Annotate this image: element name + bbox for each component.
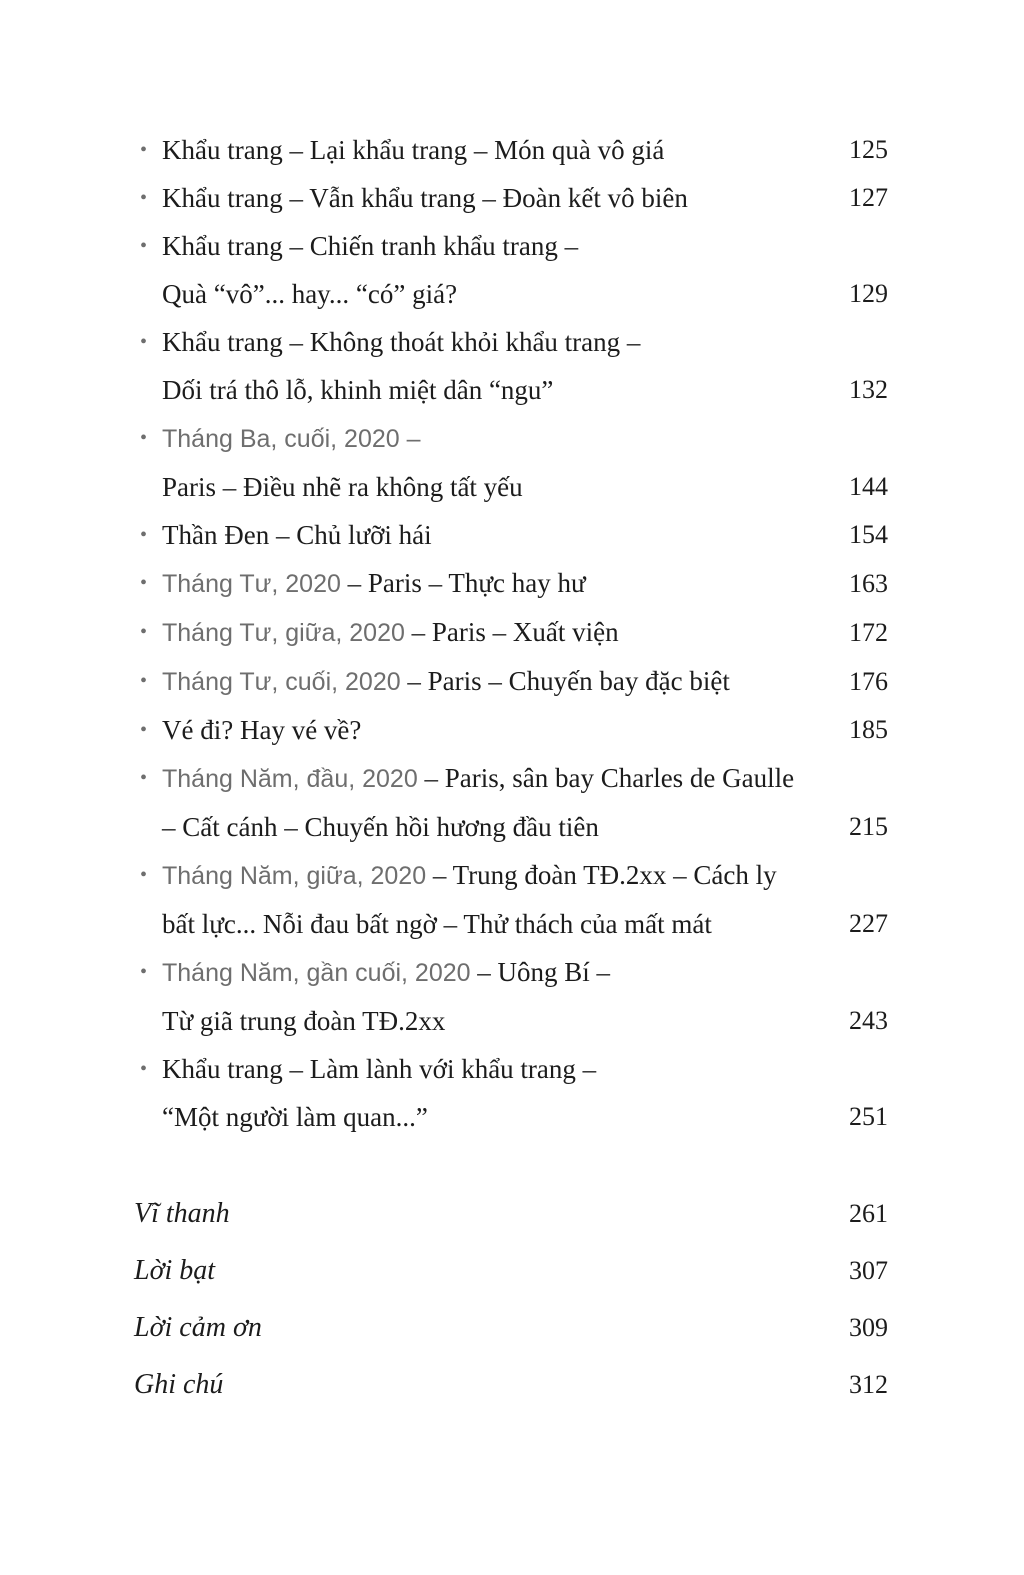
bullet-icon: • — [140, 961, 148, 983]
page-number: 312 — [849, 1370, 888, 1399]
page-number: 172 — [849, 618, 888, 647]
page-number: 309 — [849, 1313, 888, 1342]
entry-title — [162, 851, 835, 948]
entry-title — [162, 126, 835, 174]
entry-date-segment: Tháng Tư, giữa, 2020 — [162, 619, 405, 647]
bullet-icon: • — [140, 427, 148, 449]
entry-title — [162, 948, 835, 1045]
entry-title-line — [162, 174, 835, 222]
entry-title-line — [162, 803, 835, 851]
entry-title — [162, 318, 835, 414]
entry-text-segment: Khẩu trang – Lại khẩu trang – Món quà vô giá — [162, 135, 665, 165]
entry-title — [162, 706, 835, 754]
entry-text-segment: Vé đi? Hay vé về? — [162, 715, 362, 745]
bullet-icon: • — [140, 621, 148, 643]
bullet-icon: • — [140, 670, 148, 692]
entry-title-line — [162, 997, 835, 1045]
entry-text-segment: Thần Đen – Chủ lưỡi hái — [162, 520, 432, 550]
page-number: 243 — [849, 1006, 888, 1035]
page-number: 185 — [849, 715, 888, 744]
toc-entry — [140, 511, 888, 559]
entry-title-line — [162, 318, 835, 366]
page-number: 261 — [849, 1199, 888, 1228]
entry-text-segment: – Paris – Chuyến bay đặc biệt — [400, 666, 730, 696]
entry-title — [162, 608, 835, 657]
entry-text-segment: Từ giã trung đoàn TĐ.2xx — [162, 1006, 446, 1036]
toc-entry — [140, 851, 888, 948]
bullet-icon: • — [140, 572, 148, 594]
toc-entry — [140, 754, 888, 851]
toc — [134, 126, 888, 1413]
entry-title — [162, 657, 835, 706]
entry-date-segment: Tháng Năm, gần cuối, 2020 — [162, 959, 471, 987]
entry-date-segment: Tháng Tư, cuối, 2020 — [162, 668, 401, 696]
back-matter-label: Lời cảm ơn — [134, 1312, 262, 1343]
toc-entry — [140, 559, 888, 608]
entry-date-segment: Tháng Tư, 2020 — [162, 570, 341, 598]
toc-entry — [140, 222, 888, 318]
entry-title-line — [162, 1093, 835, 1141]
toc-entry — [140, 174, 888, 222]
entry-date-segment: Tháng Năm, giữa, 2020 — [162, 862, 427, 890]
entry-title — [162, 414, 835, 511]
toc-entry — [140, 414, 888, 511]
back-matter-label: Lời bạt — [134, 1255, 216, 1286]
entry-title-line — [162, 463, 835, 511]
back-matter-entry — [134, 1242, 888, 1299]
entry-title-line — [162, 608, 835, 657]
toc-entry — [140, 948, 888, 1045]
bullet-icon: • — [140, 139, 148, 161]
back-matter-list — [134, 1185, 888, 1413]
entry-date-segment: Tháng Ba, cuối, 2020 – — [162, 425, 421, 453]
page-number: 251 — [849, 1102, 888, 1131]
toc-list — [140, 126, 888, 1141]
entry-text-segment: Khẩu trang – Chiến tranh khẩu trang – — [162, 231, 579, 261]
entry-text-segment: Khẩu trang – Không thoát khỏi khẩu trang – — [162, 327, 641, 357]
bullet-icon: • — [140, 331, 148, 353]
entry-title-line — [162, 270, 835, 318]
entry-text-segment: bất lực... Nỗi đau bất ngờ – Thử thách của mất mát — [162, 909, 712, 939]
back-matter-entry — [134, 1356, 888, 1413]
entry-text-segment: Dối trá thô lỗ, khinh miệt dân “ngu” — [162, 375, 554, 405]
entry-text-segment: – Paris, sân bay Charles de Gaulle — [417, 763, 795, 793]
entry-title-line — [162, 126, 835, 174]
entry-date-segment: Tháng Năm, đầu, 2020 — [162, 765, 418, 793]
page-number: 132 — [849, 375, 888, 404]
toc-entry — [140, 706, 888, 754]
page-number: 176 — [849, 667, 888, 696]
back-matter-entry — [134, 1185, 888, 1242]
entry-title-line — [162, 948, 835, 997]
entry-title-line — [162, 559, 835, 608]
bullet-icon: • — [140, 719, 148, 741]
toc-entry — [140, 318, 888, 414]
toc-entry — [140, 1045, 888, 1141]
back-matter-label: Ghi chú — [134, 1369, 224, 1400]
page-number: 227 — [849, 909, 888, 938]
entry-text-segment: Khẩu trang – Làm lành với khẩu trang – — [162, 1054, 597, 1084]
bullet-icon: • — [140, 1058, 148, 1080]
bullet-icon: • — [140, 235, 148, 257]
entry-title-line — [162, 851, 835, 900]
back-matter-label: Vĩ thanh — [134, 1198, 230, 1229]
toc-entry — [140, 608, 888, 657]
entry-text-segment: – Uông Bí – — [470, 957, 611, 987]
entry-title — [162, 222, 835, 318]
page-number: 125 — [849, 135, 888, 164]
entry-title-line — [162, 754, 835, 803]
entry-text-segment: Quà “vô”... hay... “có” giá? — [162, 279, 458, 309]
page-number: 127 — [849, 183, 888, 212]
page-number: 307 — [849, 1256, 888, 1285]
toc-entry — [140, 126, 888, 174]
entry-title — [162, 174, 835, 222]
page-number: 215 — [849, 812, 888, 841]
entry-title-line — [162, 222, 835, 270]
page-number: 129 — [849, 279, 888, 308]
entry-title-line — [162, 706, 835, 754]
entry-text-segment: Khẩu trang – Vẫn khẩu trang – Đoàn kết vô biên — [162, 183, 688, 213]
entry-title-line — [162, 366, 835, 414]
page-number: 144 — [849, 472, 888, 501]
entry-text-segment: – Trung đoàn TĐ.2xx – Cách ly — [426, 860, 777, 890]
page-number: 163 — [849, 569, 888, 598]
back-matter-entry — [134, 1299, 888, 1356]
page-number: 154 — [849, 520, 888, 549]
entry-title — [162, 1045, 835, 1141]
entry-text-segment: Paris – Điều nhẽ ra không tất yếu — [162, 472, 523, 502]
entry-title-line — [162, 511, 835, 559]
toc-entry — [140, 657, 888, 706]
bullet-icon: • — [140, 187, 148, 209]
bullet-icon: • — [140, 864, 148, 886]
entry-title — [162, 754, 835, 851]
entry-title — [162, 511, 835, 559]
bullet-icon: • — [140, 767, 148, 789]
entry-title-line — [162, 1045, 835, 1093]
entry-title-line — [162, 900, 835, 948]
entry-text-segment: – Cất cánh – Chuyến hồi hương đầu tiên — [162, 812, 599, 842]
entry-text-segment: – Paris – Thực hay hư — [340, 568, 586, 598]
entry-text-segment: – Paris – Xuất viện — [404, 617, 619, 647]
entry-title-line — [162, 657, 835, 706]
entry-title — [162, 559, 835, 608]
entry-title-line — [162, 414, 835, 463]
bullet-icon: • — [140, 524, 148, 546]
entry-text-segment: “Một người làm quan...” — [162, 1102, 428, 1132]
